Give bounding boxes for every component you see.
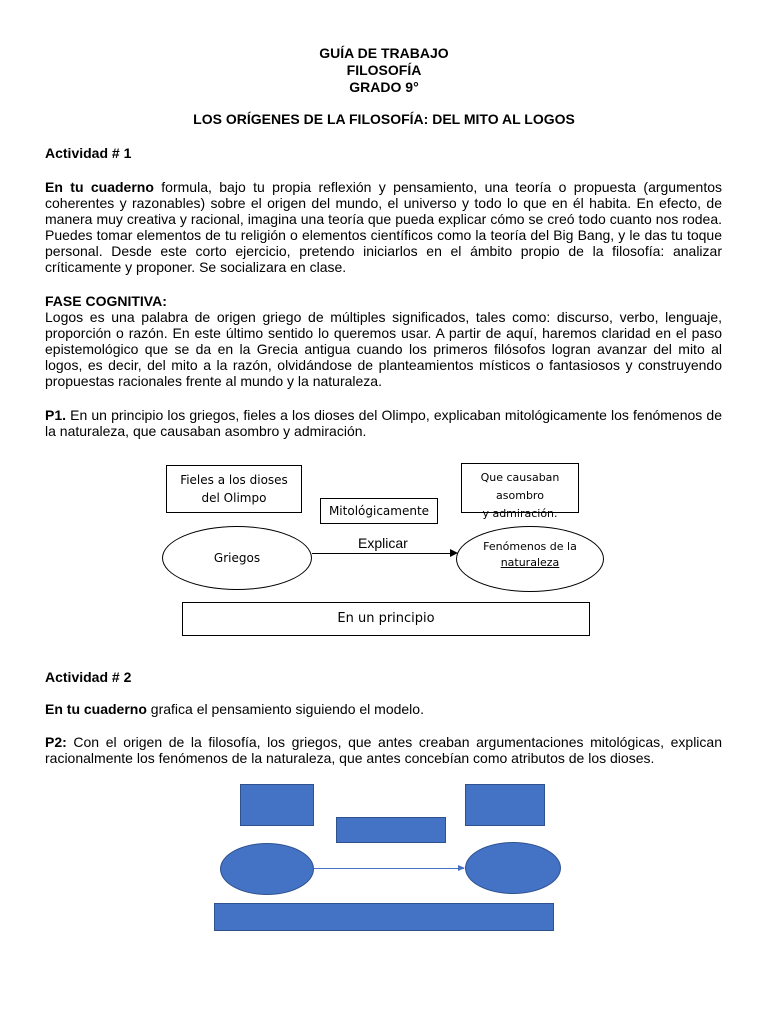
box-fieles-line1: Fieles a los dioses bbox=[180, 473, 288, 487]
actividad2-text: grafica el pensamiento siguiendo el modelo. bbox=[146, 701, 424, 717]
doc-header-grade: GRADO 9° bbox=[349, 79, 419, 95]
ellipse-griegos-label: Griegos bbox=[213, 551, 261, 565]
p1-label: P1. bbox=[45, 407, 67, 423]
model-box-top-right bbox=[465, 784, 545, 826]
model-box-bottom bbox=[214, 903, 554, 931]
actividad2-lead: En tu cuaderno bbox=[45, 701, 147, 717]
p2-label: P2: bbox=[45, 734, 67, 750]
ellipse-fenomenos bbox=[456, 526, 604, 592]
ellipse-griegos bbox=[162, 526, 312, 590]
box-asombro-line2: y admiración. bbox=[482, 507, 558, 520]
ellipse-fenomenos-line1: Fenómenos de la bbox=[483, 540, 577, 553]
box-asombro-line1: Que causaban asombro bbox=[480, 471, 560, 502]
actividad2-paragraph bbox=[45, 701, 722, 717]
doc-title: LOS ORÍGENES DE LA FILOSOFÍA: DEL MITO AL LOGOS bbox=[193, 111, 575, 127]
p1-text: En un principio los griegos, fieles a los dioses del Olimpo, explicaban mitológicamente los fenómenos de la naturaleza, que causaban asombro y admiración. bbox=[45, 407, 722, 439]
arrow-explicar-label: Explicar bbox=[358, 535, 408, 551]
ellipse-fenomenos-line2: naturaleza bbox=[500, 556, 560, 569]
doc-header-line1: GUÍA DE TRABAJO bbox=[319, 45, 449, 61]
actividad1-paragraph bbox=[45, 179, 722, 275]
box-mitologicamente bbox=[320, 498, 438, 524]
box-fieles-line2: del Olimpo bbox=[201, 491, 267, 505]
model-box-middle bbox=[336, 817, 446, 843]
p1-paragraph bbox=[45, 407, 722, 439]
doc-header-subject: FILOSOFÍA bbox=[346, 62, 422, 78]
model-ellipse-right bbox=[465, 842, 561, 894]
model-arrow bbox=[314, 868, 464, 869]
p2-text: Con el origen de la filosofía, los griegos, que antes creaban argumentaciones mitológicas, explican racionalmente los fenómenos de la naturaleza, que antes concebían como atributos de los dioses. bbox=[45, 734, 722, 766]
model-box-top-left bbox=[240, 784, 314, 826]
fase-paragraph: Logos es una palabra de origen griego de múltiples significados, tales como: discurso, verbo, lenguaje, proporción o razón. En este último sentido lo queremos usar. A partir de aquí, haremos claridad en el paso epistemológico que se da en la Grecia antigua cuando los primeros filósofos logran avanzar del mito al logos, es decir, del mito a la razón, olvidándose de planteamientos místicos o fantasiosos y construyendo propuestas racionales frente al mundo y la naturaleza. bbox=[45, 309, 722, 389]
model-ellipse-left bbox=[220, 843, 314, 895]
fase-heading: FASE COGNITIVA: bbox=[45, 293, 167, 309]
box-asombro bbox=[461, 463, 579, 520]
diagram-mito bbox=[150, 455, 600, 645]
box-en-un-principio-label: En un principio bbox=[337, 611, 435, 626]
box-mitologicamente-label: Mitológicamente bbox=[328, 504, 430, 518]
actividad1-text: formula, bajo tu propia reflexión y pensamiento, una teoría o propuesta (argumentos coherentes y razonables) sobre el origen del mundo, el universo y todo lo que en él habita. En efecto, de manera muy creativa y racional, imagina una teoría que pueda explicar cómo se creó todo cuanto nos rodea. Puedes tomar elementos de tu religión o elementos científicos como la teoría del Big Bang, y le das tu toque personal. Desde este corto ejercicio, pretendo iniciarlos en el ámbito propio de la filosofía: analizar críticamente y proponer. Se socializara en clase. bbox=[45, 179, 722, 275]
actividad2-heading: Actividad # 2 bbox=[45, 669, 132, 685]
actividad1-lead: En tu cuaderno bbox=[45, 179, 154, 195]
arrow-explicar bbox=[312, 553, 452, 554]
model-arrow-head bbox=[458, 865, 465, 871]
box-fieles bbox=[166, 465, 302, 513]
box-en-un-principio bbox=[182, 602, 590, 636]
p2-paragraph bbox=[45, 734, 722, 766]
actividad1-heading: Actividad # 1 bbox=[45, 145, 132, 161]
